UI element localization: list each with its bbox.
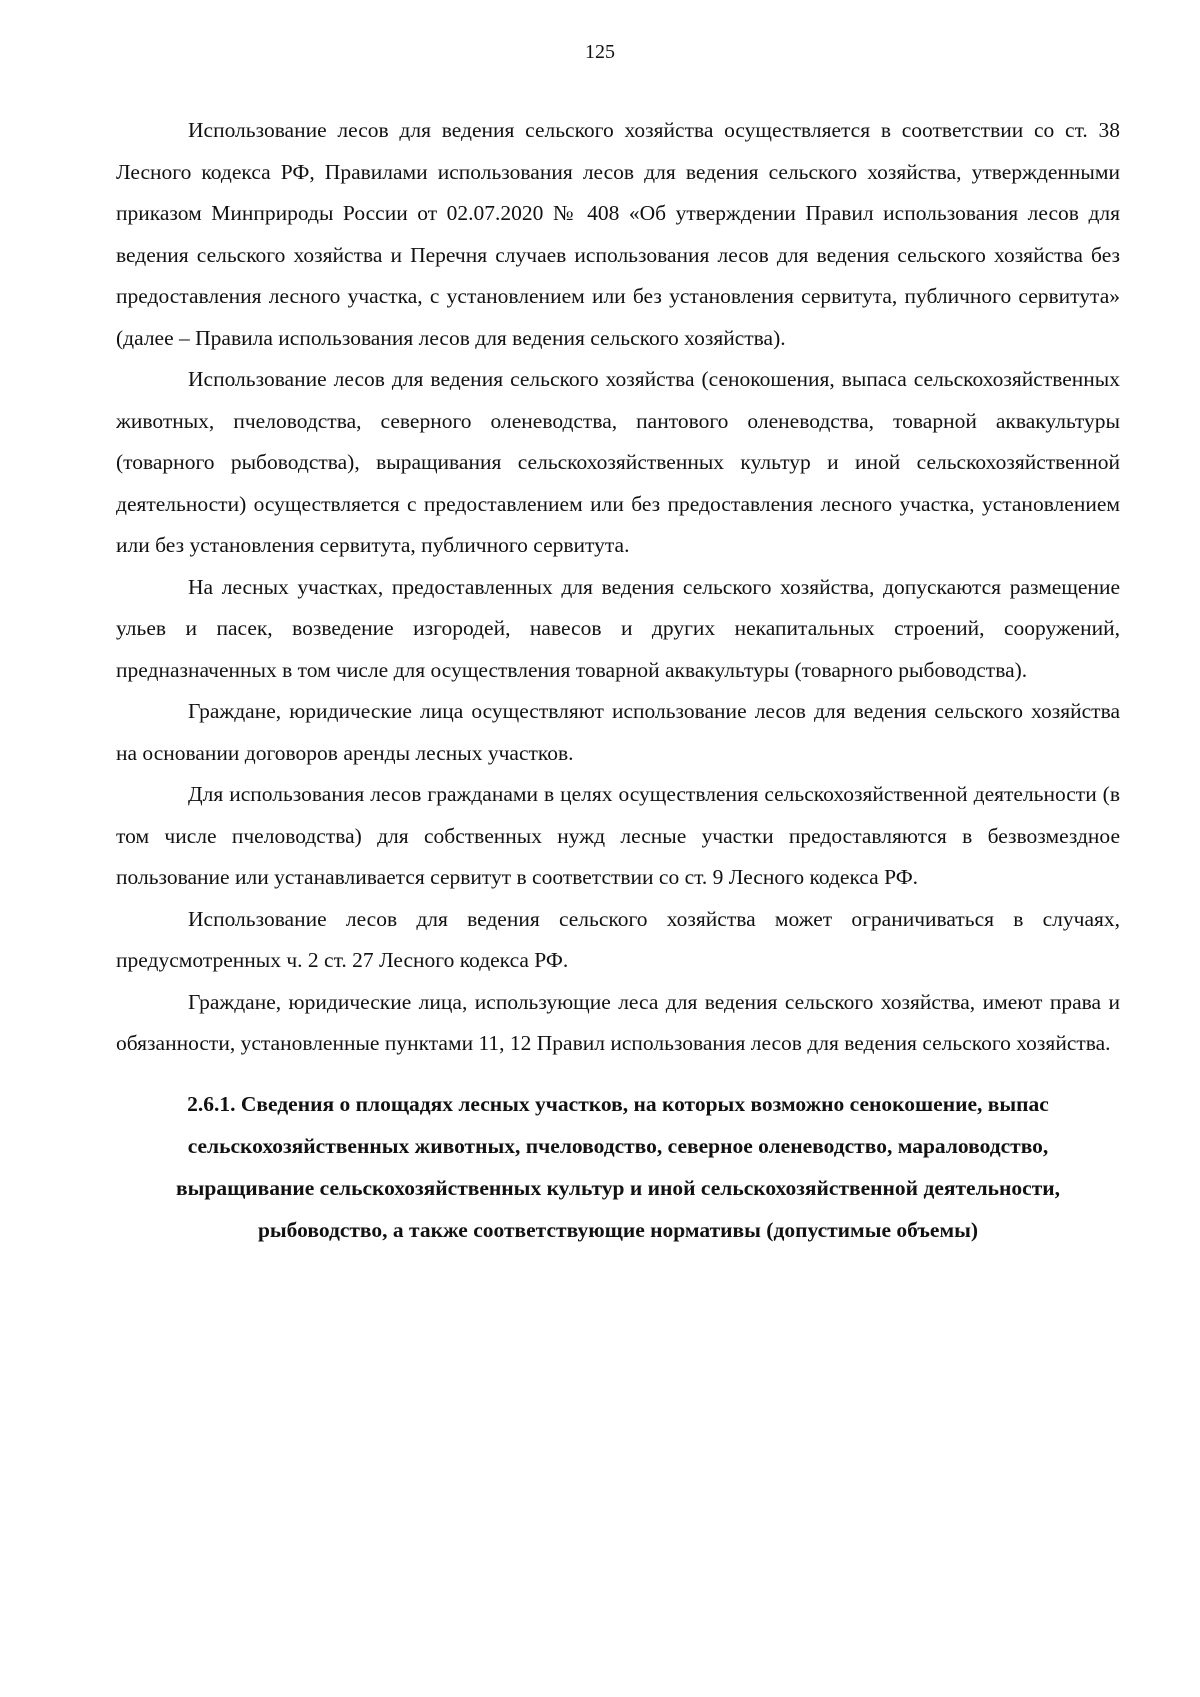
paragraph-1: Использование лесов для ведения сельского хозяйства осуществляется в соответствии со ст. 38 Лесного кодекса РФ, Правилами использования лесов для ведения сельского хозяйства, утвержденными приказом Минприроды России от 02.07.2020 № 408 «Об утверждении Правил использования лесов для ведения сельского хозяйства и Перечня случаев использования лесов для ведения сельского хозяйства без предоставления лесного участка, с установлением или без установления сервитута, публичного сервитута» (далее – Правила использования лесов для ведения сельского хозяйства). (116, 118, 1120, 350)
paragraph-3: На лесных участках, предоставленных для ведения сельского хозяйства, допускаются размещение ульев и пасек, возведение изгородей, навесов и других некапитальных строений, сооружений, предназначенных в том числе для осуществления товарной аквакультуры (товарного рыбоводства). (116, 574, 1120, 682)
paragraph-5: Для использования лесов гражданами в целях осуществления сельскохозяйственной деятельности (в том числе пчеловодства) для собственных нужд лесные участки предоставляются в безвозмездное пользование или устанавливается сервитут в соответствии со ст. 9 Лесного кодекса РФ. (116, 782, 1120, 889)
section-heading: 2.6.1. Сведения о площадях лесных участков, на которых возможно сенокошение, выпас сельскохозяйственных животных, пчеловодство, северное оленеводство, мараловодство, выращивание сельскохозяйственных культур и иной сельскохозяйственной деятельности, рыбоводство, а также соответствующие нормативы (допустимые объемы) (175, 1091, 1061, 1242)
page-number: 125 (585, 41, 615, 63)
document-body (116, 110, 1120, 1251)
paragraph-6: Использование лесов для ведения сельского хозяйства может ограничиваться в случаях, предусмотренных ч. 2 ст. 27 Лесного кодекса РФ. (116, 906, 1120, 972)
paragraph-4: Граждане, юридические лица осуществляют использование лесов для ведения сельского хозяйства на основании договоров аренды лесных участков. (116, 699, 1120, 765)
paragraph-2: Использование лесов для ведения сельского хозяйства (сенокошения, выпаса сельскохозяйственных животных, пчеловодства, северного оленеводства, пантового оленеводства, товарной аквакультуры (товарного рыбоводства), выращивания сельскохозяйственных культур и иной сельскохозяйственной деятельности) осуществляется с предоставлением или без предоставления лесного участка, установлением или без установления сервитута, публичного сервитута. (116, 367, 1120, 557)
paragraph-7: Граждане, юридические лица, использующие леса для ведения сельского хозяйства, имеют права и обязанности, установленные пунктами 11, 12 Правил использования лесов для ведения сельского хозяйства. (116, 989, 1120, 1055)
